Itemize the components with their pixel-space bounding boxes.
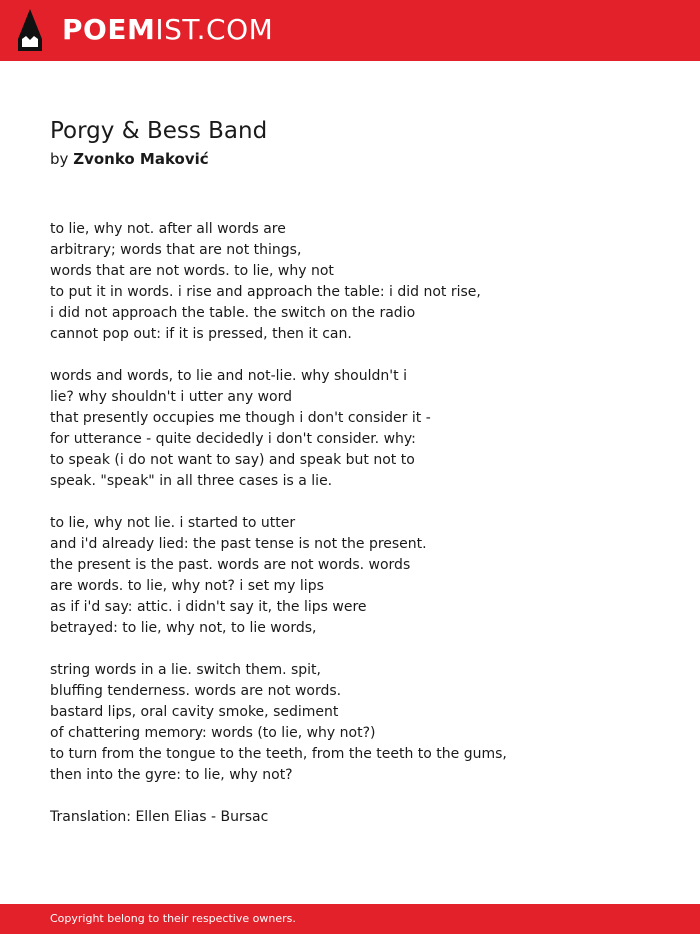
poem-line: lie? why shouldn't i utter any word bbox=[50, 389, 292, 405]
poem-line: the present is the past. words are not words. words bbox=[50, 557, 411, 573]
poem-line: i did not approach the table. the switch on the radio bbox=[50, 305, 416, 321]
site-footer bbox=[0, 904, 700, 934]
poem-line: bastard lips, oral cavity smoke, sediment bbox=[50, 704, 339, 720]
poem-line: betrayed: to lie, why not, to lie words, bbox=[50, 620, 317, 636]
logo-light-text: IST.COM bbox=[155, 13, 274, 46]
by-label: by bbox=[50, 150, 69, 168]
poem-line: and i'd already lied: the past tense is not the present. bbox=[50, 536, 427, 552]
poem-line: to lie, why not. after all words are bbox=[50, 221, 286, 237]
translation-credit: Translation: Ellen Elias - Bursac bbox=[50, 809, 269, 825]
poem-body bbox=[50, 219, 670, 828]
poem-line: to speak (i do not want to say) and speak but not to bbox=[50, 452, 415, 468]
poem-line: to put it in words. i rise and approach the table: i did not rise, bbox=[50, 284, 481, 300]
poem-line: bluffing tenderness. words are not words. bbox=[50, 683, 342, 699]
poem-title: Porgy & Bess Band bbox=[50, 118, 268, 144]
pencil-tip-icon[interactable] bbox=[18, 9, 42, 51]
poem-line: as if i'd say: attic. i didn't say it, the lips were bbox=[50, 599, 367, 615]
poem-line: that presently occupies me though i don't consider it - bbox=[50, 410, 431, 426]
stanza-2 bbox=[50, 366, 670, 492]
poem-line: arbitrary; words that are not things, bbox=[50, 242, 302, 258]
poem-line: are words. to lie, why not? i set my lips bbox=[50, 578, 324, 594]
poem-line: for utterance - quite decidedly i don't consider. why: bbox=[50, 431, 416, 447]
poem-line: of chattering memory: words (to lie, why not?) bbox=[50, 725, 376, 741]
stanza-4 bbox=[50, 660, 670, 786]
poem-line: then into the gyre: to lie, why not? bbox=[50, 767, 293, 783]
stanza-3 bbox=[50, 513, 670, 639]
poem-line: to turn from the tongue to the teeth, from the teeth to the gums, bbox=[50, 746, 507, 762]
poem-line: words that are not words. to lie, why not bbox=[50, 263, 334, 279]
poem-line: speak. "speak" in all three cases is a lie. bbox=[50, 473, 333, 489]
site-logo[interactable] bbox=[62, 12, 273, 48]
poem-line: words and words, to lie and not-lie. why shouldn't i bbox=[50, 368, 407, 384]
logo-bold-text: POEM bbox=[62, 13, 156, 46]
stanza-1 bbox=[50, 219, 670, 345]
site-header bbox=[0, 0, 700, 61]
author-name: Zvonko Maković bbox=[73, 150, 209, 168]
poem-line: string words in a lie. switch them. spit, bbox=[50, 662, 321, 678]
copyright-text: Copyright belong to their respective owners. bbox=[50, 912, 296, 925]
poem-line: cannot pop out: if it is pressed, then it can. bbox=[50, 326, 352, 342]
poem-line: to lie, why not lie. i started to utter bbox=[50, 515, 296, 531]
byline bbox=[50, 149, 209, 169]
